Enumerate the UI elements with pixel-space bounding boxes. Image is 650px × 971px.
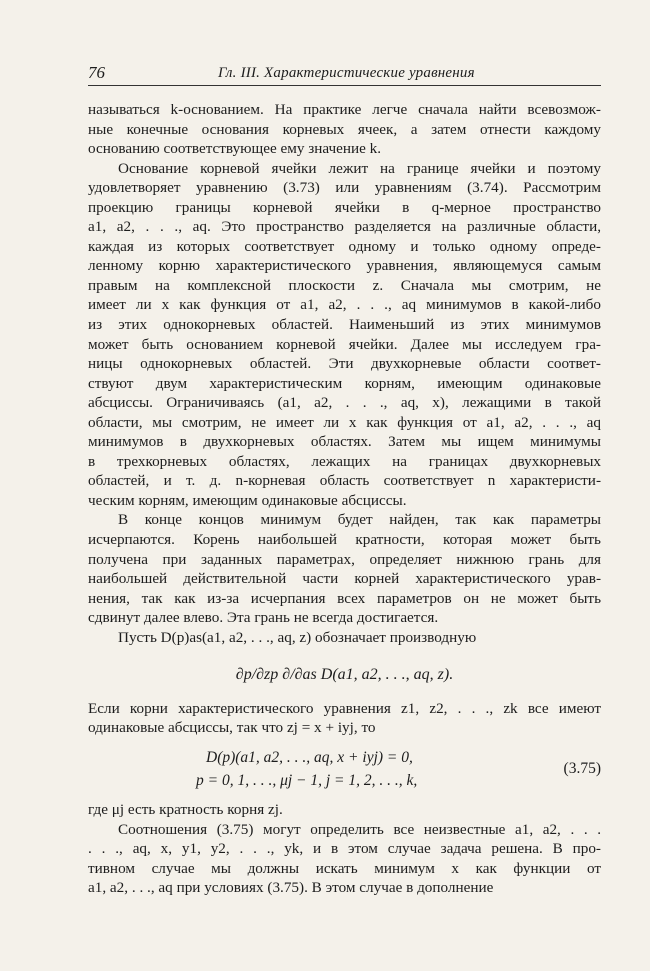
text-line: получена при заданных параметрах, определяет нижнюю грань для xyxy=(88,550,601,568)
paragraph xyxy=(88,510,601,627)
equation-row-2: p = 0, 1, . . ., μj − 1, j = 1, 2, . . ., k, xyxy=(196,771,418,789)
text-line: ленному корню характеристического уравнения, являющемуся самым xyxy=(88,257,601,275)
text-line: абсциссы. Ограничиваясь (a1, a2, . . ., aq, x), лежащими в такой xyxy=(88,394,601,412)
text-line: нения, так как из-за исчерпания всех параметров он не может быть xyxy=(88,589,601,607)
page-header xyxy=(88,63,601,86)
paragraph xyxy=(88,159,601,511)
text-line: ческим корням, имеющим одинаковые абсциссы. xyxy=(88,491,407,509)
text-block xyxy=(88,100,601,647)
page-number: 76 xyxy=(88,63,105,82)
text-line: каждая из которых соответствует одному и только одному опреде- xyxy=(88,237,601,255)
text-line: имеет ли x как функция от a1, a2, . . ., aq минимумов в какой-либо xyxy=(88,296,601,314)
text-line: тивном случае мы должны искать минимум x как функции от xyxy=(88,859,601,877)
text-line: в трехкорневых областях, лежащих на границах двухкорневых xyxy=(88,452,601,470)
text-line: правым на комплексной плоскости z. Сначала мы смотрим, не xyxy=(88,276,601,294)
multiplicity-line: где μj есть кратность корня zj. xyxy=(88,800,283,818)
text-line: основанию соответствующее ему значение k. xyxy=(88,140,382,158)
text-line: Если корни характеристического уравнения z1, z2, . . ., zk все имеют xyxy=(88,699,601,717)
text-line: наибольшей действительной части корней характеристического урав- xyxy=(88,570,601,588)
text-line: ницы однокорневых областей. Эти двухкорневые области соответ- xyxy=(88,355,601,373)
final-paragraph xyxy=(88,820,601,898)
text-line: a1, a2, . . ., aq при условиях (3.75). В этом случае в дополнение xyxy=(88,879,494,897)
text-line: называться k-основанием. На практике легче сначала найти всевозмож- xyxy=(88,101,601,118)
text-line: проекцию границы корневой ячейки в q-мерное пространство xyxy=(88,198,601,216)
text-line: ные конечные основания корневых ячеек, а затем отнести каждому xyxy=(88,120,601,138)
text-line: В конце концов минимум будет найден, так как параметры xyxy=(118,511,601,529)
text-line: Пусть D(p)as(a1, a2, . . ., aq, z) обозначает производную xyxy=(118,628,477,646)
text-line: областей, и т. д. n-корневая область соответствует n характеристи- xyxy=(88,472,601,490)
equation-3-75 xyxy=(88,748,601,790)
text-line: минимумов в двухкорневых областях. Затем мы ищем минимумы xyxy=(88,433,601,451)
text-line: одинаковые абсциссы, так что zj = x + iyj, то xyxy=(88,719,376,737)
text-line: ствуют двум характеристическим корням, имеющим одинаковые xyxy=(88,374,601,392)
text-line: . . ., aq, x, y1, y2, . . ., yk, и в этом случае задача решена. В про- xyxy=(88,840,601,858)
text-line: Соотношения (3.75) могут определить все неизвестные a1, a2, . . . xyxy=(118,820,601,838)
paragraph-roots xyxy=(88,699,601,738)
page-body xyxy=(88,100,601,898)
text-line: Основание корневой ячейки лежит на границе ячейки и поэтому xyxy=(118,159,601,177)
paragraph xyxy=(88,100,601,159)
text-line: из этих однокорневых областей. Наименьший из этих минимумов xyxy=(88,316,601,334)
text-line: может быть основанием корневой ячейки. Далее мы исследуем гра- xyxy=(88,335,601,353)
text-line: области, мы смотрим, не имеет ли x как функция от a1, a2, . . ., aq xyxy=(88,413,601,431)
paragraph xyxy=(88,628,601,648)
text-line: исчерпаются. Корень наибольшей кратности, которая может быть xyxy=(88,531,601,549)
equation-row-1: D(p)(a1, a2, . . ., aq, x + iyj) = 0, xyxy=(206,748,413,766)
text-line: удовлетворяет уравнению (3.73) или уравнениям (3.74). Рассмотрим xyxy=(88,179,601,197)
equation-number: (3.75) xyxy=(563,759,601,777)
running-title: Гл. III. Характеристические уравнения xyxy=(218,65,475,81)
text-line: a1, a2, . . ., aq. Это пространство разделяется на различные области, xyxy=(88,218,601,236)
text-line: сдвинут далее влево. Эта грань не всегда достигается. xyxy=(88,609,439,627)
derivative-formula: ∂p/∂zp ∂/∂as D(a1, a2, . . ., aq, z). xyxy=(235,666,454,684)
